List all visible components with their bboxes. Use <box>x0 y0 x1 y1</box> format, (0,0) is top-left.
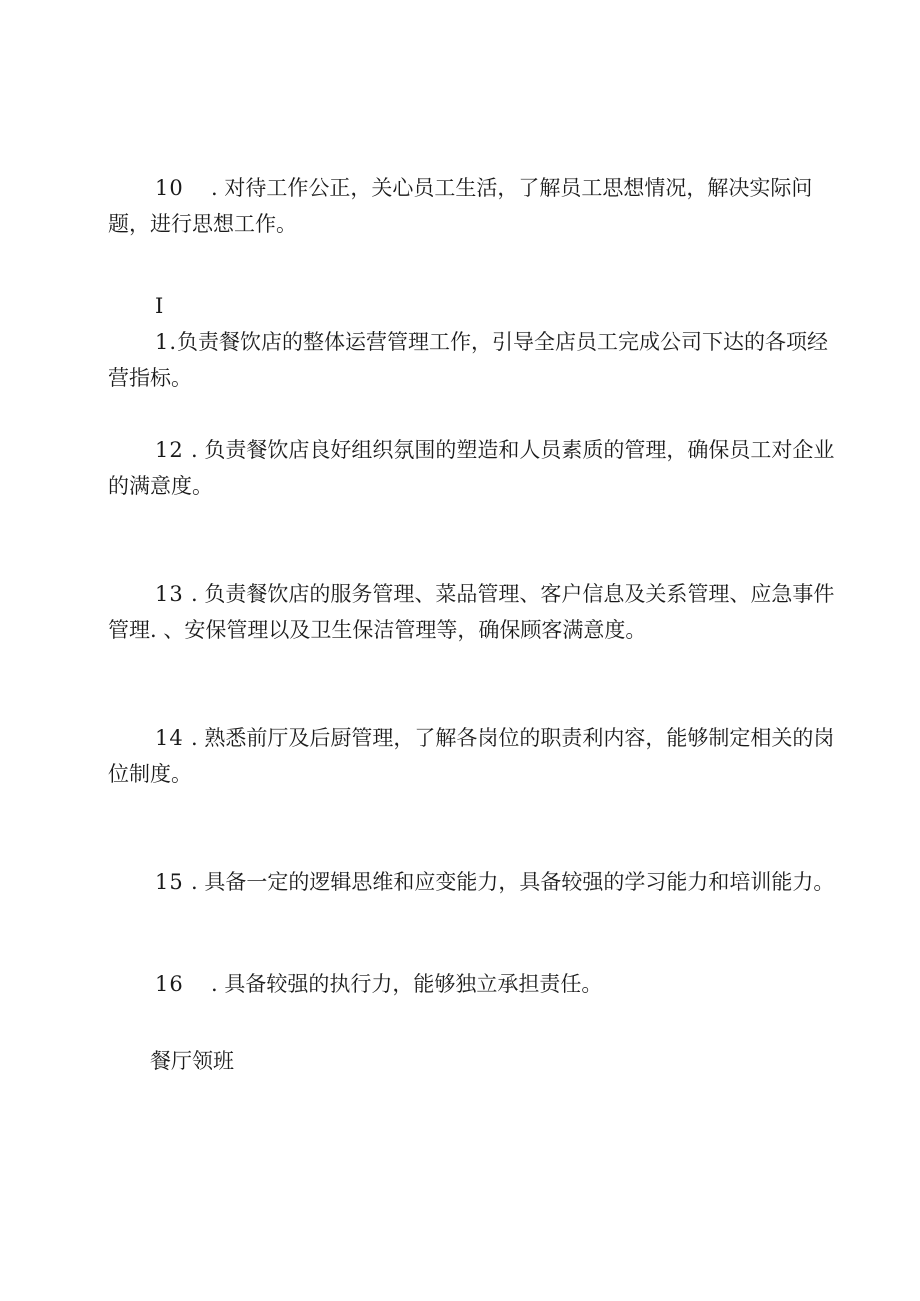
item-text: 负责餐饮店的整体运营管理工作，引导全店员工完成公司下达的各项经营指标。 <box>108 330 828 390</box>
item-number: I1. <box>155 294 178 354</box>
item-number: 13 <box>155 582 184 606</box>
item-number: 15 <box>155 870 184 894</box>
item-number: 10 <box>155 176 184 200</box>
item-text: . 负责餐饮店良好组织氛围的塑造和人员素质的管理，确保员工对企业的满意度。 <box>108 438 835 498</box>
item-number: 12 <box>155 438 184 462</box>
list-item-13 <box>108 576 836 648</box>
list-item-16 <box>108 966 836 1002</box>
item-text: . 熟悉前厅及后厨管理，了解各岗位的职责利内容，能够制定相关的岗位制度。 <box>108 726 835 786</box>
item-number: 16 <box>155 972 184 996</box>
list-item-11 <box>108 288 836 396</box>
item-text: . 具备较强的执行力，能够独立承担责任。 <box>211 972 603 996</box>
item-number: 14 <box>155 726 184 750</box>
item-text: . 对待工作公正，关心员工生活，了解员工思想情况，解决实际问题，进行思想工作。 <box>108 176 813 236</box>
item-text: . 具备一定的逻辑思维和应变能力，具备较强的学习能力和培训能力。 <box>191 870 835 894</box>
list-item-12 <box>108 432 836 504</box>
item-text: . 负责餐饮店的服务管理、菜品管理、客户信息及关系管理、应急事件管理. 、安保管理以及卫生保洁管理等，确保顾客满意度。 <box>108 582 835 642</box>
list-item-10 <box>108 170 836 242</box>
list-item-15 <box>108 864 836 900</box>
list-item-14 <box>108 720 836 792</box>
section-heading: 餐厅领班 <box>150 1049 234 1073</box>
